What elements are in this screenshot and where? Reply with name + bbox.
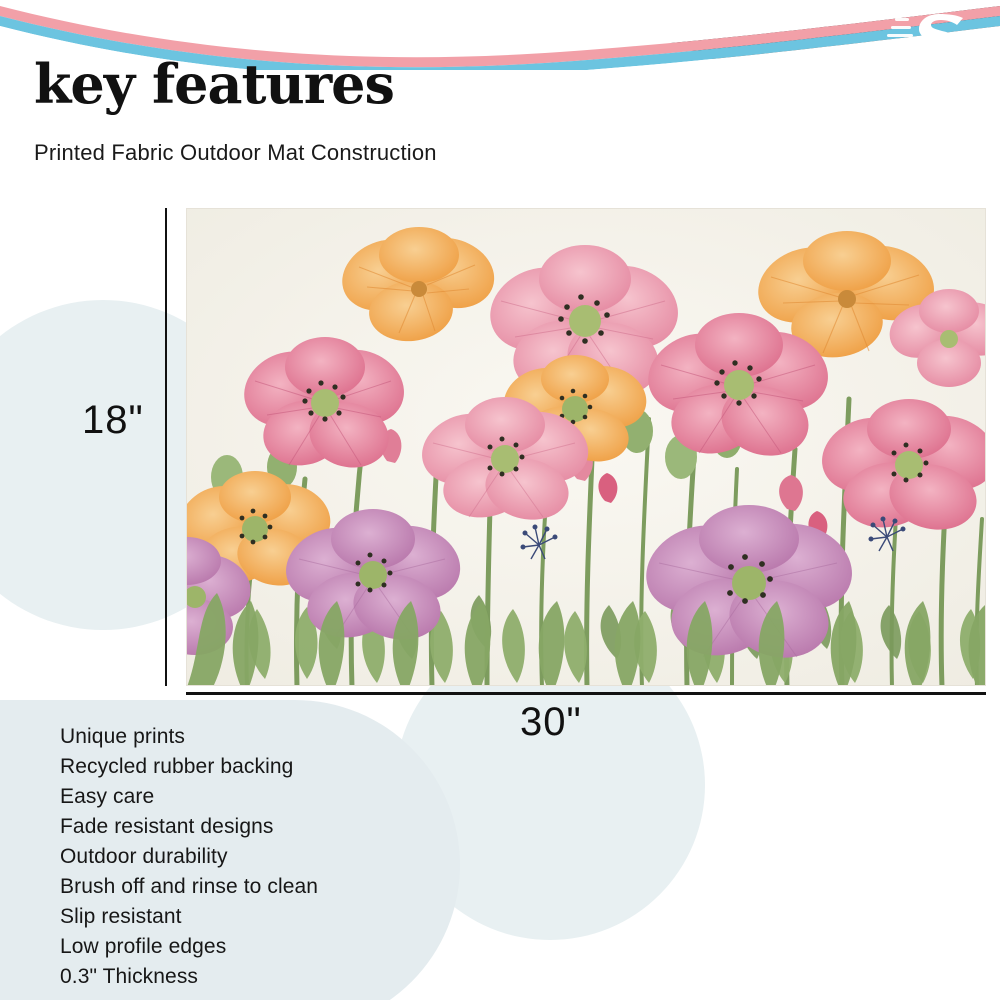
list-item: Fade resistant designs	[60, 815, 274, 838]
list-item: 0.3" Thickness	[60, 965, 199, 988]
list-item: Brush off and rinse to clean	[60, 875, 319, 898]
swan-logo	[872, 6, 982, 60]
width-dimension-label: 30"	[520, 700, 582, 744]
list-item: Unique prints	[60, 725, 186, 748]
height-dimension-line	[165, 208, 167, 686]
page-subtitle: Printed Fabric Outdoor Mat Construction	[34, 140, 437, 165]
list-item: Recycled rubber backing	[60, 755, 294, 778]
product-image	[186, 208, 986, 686]
page-title: key features	[34, 52, 394, 116]
list-item: Easy care	[60, 785, 155, 808]
list-item: Slip resistant	[60, 905, 182, 928]
height-dimension-label: 18"	[82, 398, 144, 442]
features-list	[60, 722, 480, 992]
width-dimension-line	[186, 692, 986, 695]
list-item: Low profile edges	[60, 935, 227, 958]
list-item: Outdoor durability	[60, 845, 228, 868]
